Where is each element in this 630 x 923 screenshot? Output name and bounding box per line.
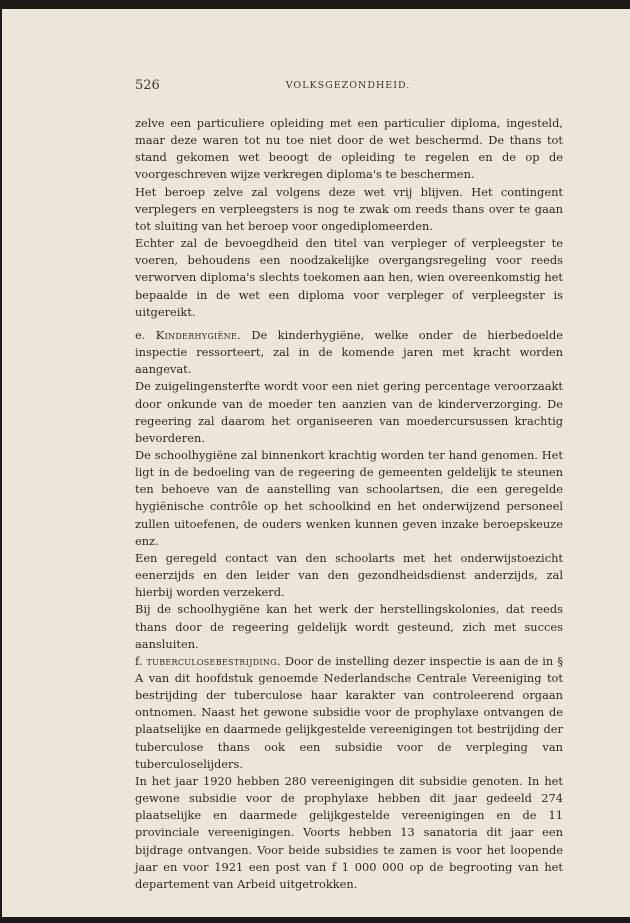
paragraph: Het beroep zelve zal volgens deze wet vrij blijven. Het contingent verplegers en verpleegsters is nog te zwak om reeds thans over te gaan tot sluiting van het beroep voor ongediplomeerden. [135,184,563,233]
section-f-marker: f. [135,653,143,668]
body-text [135,115,563,893]
paragraph: Een geregeld contact van den schoolarts met het onderwijstoezicht eenerzijds en den leider van den gezondheidsdienst anderzijds, zal hierbij worden verzekerd. [135,550,563,600]
paragraph: zelve een particuliere opleiding met een particulier diploma, ingesteld, maar deze waren tot nu toe niet door de wet beschermd. De thans tot stand gekomen wet beoogt de opleiding te regelen en de op de voorgeschreven wijze verkregen diploma's te beschermen. [135,116,563,182]
section-e-heading: Kinderhygiëne. [155,327,242,342]
paragraph: In het jaar 1920 hebben 280 vereenigingen dit subsidie genoten. In het gewone subsidie voor de prophylaxe hebben dit jaar gedeeld 274 plaatselijke en daarmede gelijkgestelde vereenigingen en de 11 provinciale vereenigingen. Voorts hebben 13 sanatoria dit jaar een bijdrage ontvangen. Voor beide subsidies te zamen is voor het loopende jaar en voor 1921 een post van f 1 000 000 op de begrooting van het departement van Arbeid uitgetrokken. [135,773,563,891]
page-header [135,78,561,98]
book-page [2,9,630,917]
running-title: VOLKSGEZONDHEID. [285,80,411,91]
section-e-lead: e. Kinderhygiëne. De kinderhygiëne, welke onder de hierbedoelde inspectie ressorteert, zal in de komende jaren met kracht worden aangevat. [135,327,563,377]
section-e-marker: e. [135,327,146,342]
section-f-heading: tuberculosebestrijding. [146,653,281,668]
page-number: 526 [135,78,160,93]
paragraph: Bij de schoolhygiëne kan het werk der herstellingskolonies, dat reeds thans door de regeering geldelijk wordt gesteund, zich met succes aansluiten. [135,602,563,651]
section-f-lead: f. tuberculosebestrijding. Door de instelling dezer inspectie is aan de in § A van dit hoofdstuk genoemde Nederlandsche Centrale Vereeniging tot bestrijding der tuberculose haar karakter van controleerend orgaan ontnomen. Naast het gewone subsidie voor de prophylaxe ontvangen de plaatselijke en daarmede gelijkgestelde vereenigingen tot bestrijding der tuberculose thans ook een subsidie voor de verpleging van tuberculoselijders. [135,653,564,771]
paragraph: De zuigelingensterfte wordt voor een niet gering percentage veroorzaakt door onkunde van de moeder ten aanzien van de kinderverzorging. De regeering zal daarom het organiseeren van moedercursussen krachtig bevorderen. [135,379,563,445]
paragraph: De schoolhygiëne zal binnenkort krachtig worden ter hand genomen. Het ligt in de bedoeling van de regeering de gemeenten geldelijk te steunen ten behoeve van de aanstelling van schoolartsen, die een geregelde hygiënische contrôle op het schoolkind en het onderwijzend personeel zullen uitoefenen, de ouders wenken kunnen geven inzake beroepskeuze enz. [135,447,563,548]
paragraph: Echter zal de bevoegdheid den titel van verpleger of verpleegster te voeren, behoudens een noodzakelijke overgangsregeling voor reeds verworven diploma's slechts toekomen aan hen, wien overeenkomstig het bepaalde in de wet een diploma voor verpleger of verpleegster is uitgereikt. [135,236,563,319]
